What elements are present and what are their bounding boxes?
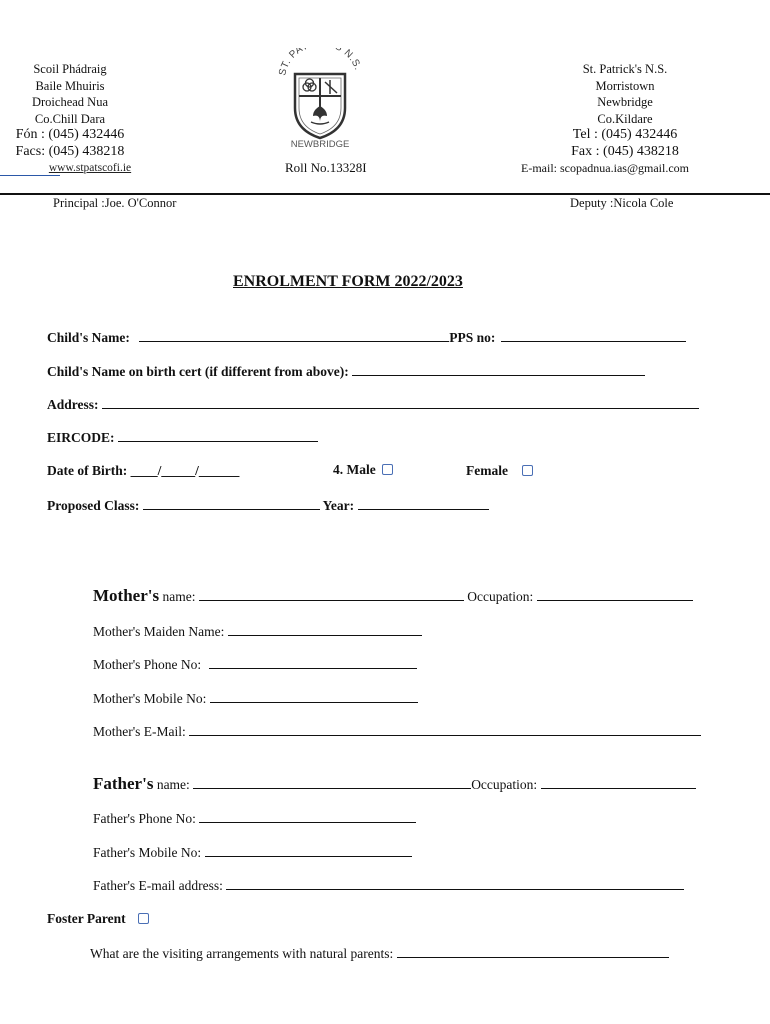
fax-line: Fax : (045) 438218 bbox=[571, 143, 679, 159]
female-label: Female bbox=[466, 463, 508, 478]
school-irish-address bbox=[0, 61, 140, 177]
address-line: Newbridge bbox=[597, 95, 653, 109]
address-line: Baile Mhuiris bbox=[35, 78, 105, 93]
visiting-field[interactable] bbox=[397, 945, 669, 958]
father-mobile-field[interactable] bbox=[205, 844, 412, 857]
female-option bbox=[466, 463, 533, 479]
form-title: ENROLMENT FORM 2022/2023 bbox=[233, 273, 463, 290]
address-line: Scoil Phádraig bbox=[33, 62, 107, 76]
school-crest-logo bbox=[275, 48, 365, 152]
child-name-field[interactable] bbox=[139, 329, 449, 342]
mother-email-field[interactable] bbox=[189, 723, 701, 736]
deputy-name: Deputy :Nicola Cole bbox=[570, 196, 674, 210]
mother-occupation-field[interactable] bbox=[537, 588, 693, 601]
logo-arc-text: ST. PA N.S. bbox=[277, 48, 364, 77]
mother-name-field[interactable] bbox=[199, 588, 464, 601]
pps-field[interactable] bbox=[501, 329, 686, 342]
father-phone-row bbox=[93, 810, 416, 827]
father-heading: Father's bbox=[93, 774, 154, 793]
father-email-field[interactable] bbox=[226, 877, 684, 890]
child-name-label: Child's Name: bbox=[47, 330, 130, 345]
mother-mobile-row bbox=[93, 690, 418, 707]
eircode-label: EIRCODE: bbox=[47, 430, 115, 445]
fax-line: Facs: (045) 438218 bbox=[15, 143, 125, 159]
mother-maiden-label: Mother's Maiden Name: bbox=[93, 624, 225, 639]
website-link[interactable]: www.stpatscofi.ie bbox=[48, 162, 132, 174]
father-mobile-label: Father's Mobile No: bbox=[93, 845, 202, 860]
father-phone-label: Father's Phone No: bbox=[93, 811, 196, 826]
female-checkbox[interactable] bbox=[522, 465, 533, 476]
mother-maiden-row bbox=[93, 623, 422, 640]
father-name-row bbox=[93, 774, 696, 794]
mother-phone-row bbox=[93, 656, 417, 673]
mother-name-row bbox=[93, 586, 693, 606]
header-divider bbox=[0, 193, 770, 195]
mother-email-row bbox=[93, 723, 701, 740]
dob-row bbox=[47, 463, 239, 479]
address-line: St. Patrick's N.S. bbox=[582, 62, 668, 76]
roll-number: Roll No.13328I bbox=[285, 160, 367, 175]
eircode-row bbox=[47, 429, 318, 446]
school-english-address bbox=[540, 61, 710, 160]
class-row bbox=[47, 497, 489, 514]
mother-mobile-label: Mother's Mobile No: bbox=[93, 691, 207, 706]
dob-field[interactable]: ____/_____/______ bbox=[130, 463, 240, 478]
birth-cert-label: Child's Name on birth cert (if different from above): bbox=[47, 364, 349, 379]
principal-name: Principal :Joe. O'Connor bbox=[53, 196, 177, 210]
svg-text:ST. PATRICKS N.S. bbox=[277, 48, 363, 77]
father-mobile-row bbox=[93, 844, 412, 861]
mother-name-label: name: bbox=[159, 589, 196, 604]
foster-parent-checkbox[interactable] bbox=[138, 913, 149, 924]
male-label: 4. Male bbox=[333, 462, 376, 477]
birth-cert-row bbox=[47, 363, 645, 380]
proposed-class-label: Proposed Class: bbox=[47, 498, 140, 513]
mother-maiden-field[interactable] bbox=[228, 623, 422, 636]
father-phone-field[interactable] bbox=[199, 810, 416, 823]
address-line: Co.Kildare bbox=[597, 111, 653, 126]
mother-mobile-field[interactable] bbox=[210, 690, 418, 703]
child-name-row bbox=[47, 329, 686, 346]
phone-line: Tel : (045) 432446 bbox=[572, 127, 678, 142]
address-line: Morristown bbox=[595, 78, 655, 93]
father-occupation-field[interactable] bbox=[541, 776, 696, 789]
pps-label: PPS no: bbox=[449, 330, 496, 345]
address-label: Address: bbox=[47, 397, 99, 412]
eircode-field[interactable] bbox=[118, 429, 318, 442]
father-email-row bbox=[93, 877, 684, 894]
proposed-class-field[interactable] bbox=[143, 497, 320, 510]
father-occupation-label: Occupation: bbox=[471, 777, 538, 792]
father-name-field[interactable] bbox=[193, 776, 471, 789]
foster-parent-label: Foster Parent bbox=[47, 911, 126, 926]
mother-phone-field[interactable] bbox=[209, 656, 417, 669]
address-row bbox=[47, 396, 699, 413]
birth-cert-field[interactable] bbox=[352, 363, 645, 376]
phone-line: Fón : (045) 432446 bbox=[15, 127, 125, 142]
father-email-label: Father's E-mail address: bbox=[93, 878, 223, 893]
address-line: Droichead Nua bbox=[31, 95, 108, 109]
mother-heading: Mother's bbox=[93, 586, 160, 605]
logo-bottom-text: NEWBRIDGE bbox=[290, 139, 350, 150]
year-field[interactable] bbox=[358, 497, 489, 510]
year-label: Year: bbox=[322, 498, 355, 513]
visiting-row bbox=[90, 945, 669, 962]
mother-phone-label: Mother's Phone No: bbox=[93, 657, 202, 672]
address-field[interactable] bbox=[102, 396, 699, 409]
foster-parent-row bbox=[47, 911, 149, 927]
visiting-label: What are the visiting arrangements with natural parents: bbox=[90, 946, 394, 961]
address-line: Co.Chill Dara bbox=[34, 111, 106, 126]
dob-label: Date of Birth: bbox=[47, 463, 128, 478]
male-option bbox=[333, 462, 393, 478]
male-checkbox[interactable] bbox=[382, 464, 393, 475]
mother-email-label: Mother's E-Mail: bbox=[93, 724, 186, 739]
father-name-label: name: bbox=[153, 777, 190, 792]
link-underline bbox=[0, 175, 60, 176]
mother-occupation-label: Occupation: bbox=[467, 589, 534, 604]
school-email[interactable]: E-mail: scopadnua.ias@gmail.com bbox=[521, 161, 690, 175]
